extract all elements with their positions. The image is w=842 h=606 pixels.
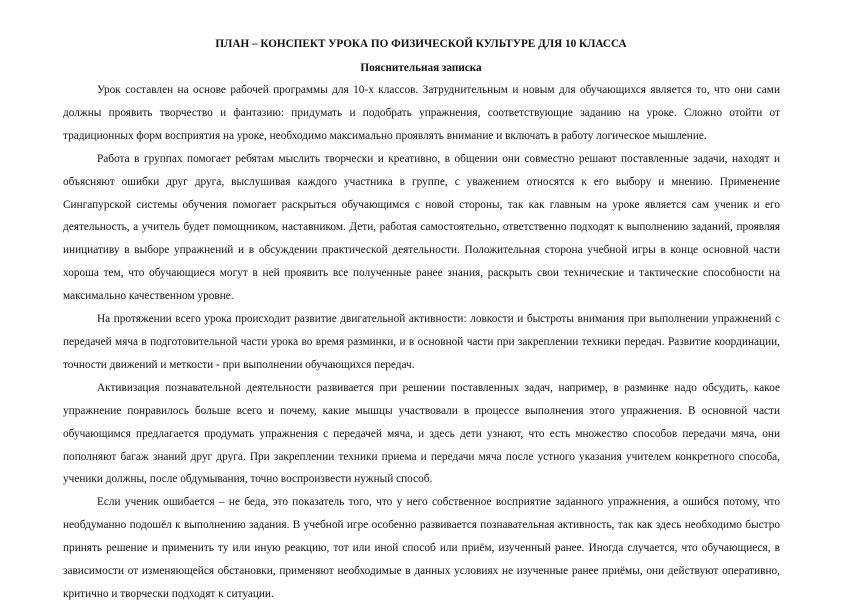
paragraph-3: На протяжении всего урока происходит развитие двигательной активности: ловкости и быстроты внимания при выполнении упражнений с передачей мяча в подготовительной части урока во время разминки, и в основной части при закреплении техники передач. Развитие координации, точности движений и меткости - при выполнении обучающихся передач. bbox=[63, 313, 780, 371]
paragraph-5: Если ученик ошибается – не беда, это показатель того, что у него собственное восприятие заданного упражнения, а ошибся потому, что необдуманно подошёл к выполнению задания. В учебной игре особенно развивается познавательная активность, так как здесь необходимо быстро принять решение и применить ту или иную реакцию, тот или иной способ или приём, изученный ранее. Иногда случается, что обучающиеся, в зависимости от изменяющейся обстановки, применяют необходимые в данных условиях не изученные ранее приёмы, они действуют оперативно, критично и творчески подходят к ситуации. bbox=[63, 496, 780, 600]
document-body bbox=[63, 79, 780, 606]
section-subtitle: Пояснительная записка bbox=[360, 62, 482, 74]
paragraph-2: Работа в группах помогает ребятам мыслить творчески и креативно, в общении они совместно решают поставленные задачи, находят и объясняют ошибки друг друга, выслушивая каждого участника в группе, с уважением относятся к его выбору и мнению. Применение Сингапурской системы обучения помогает раскрыться обучающимся с новой стороны, так как главным на уроке является сам ученик и его деятельность, а учитель будет помощником, наставником. Дети, работая самостоятельно, ответственно подходят к выполнению заданий, проявляя инициативу в выборе упражнений и в обсуждении практической деятельности. Положительная сторона учебной игры в конце основной части хороша тем, что обучающиеся могут в ней проявить все полученные ранее знания, раскрыть свои технические и тактические способности на максимально качественном уровне. bbox=[63, 152, 780, 303]
paragraph-1: Урок составлен на основе рабочей программы для 10-х классов. Затруднительным и новым для обучающихся является то, что они сами должны проявить творчество и фантазию: придумать и подобрать упражнения, соответствующие заданию на уроке. Сложно отойти от традиционных форм восприятия на уроке, необходимо максимально проявлять внимание и включать в работу логическое мышление. bbox=[63, 84, 780, 142]
paragraph-4: Активизация познавательной деятельности развивается при решении поставленных задач, например, в разминке надо обсудить, какое упражнение понравилось больше всего и почему, какие мышцы участвовали в процессе выполнения этого упражнения. В основной части обучающимся предлагается продумать упражнения с передачей мяча, и здесь дети узнают, что есть множество способов передачи мяча, они пополняют багаж знаний друг друга. При закреплении техники приема и передачи мяча после устного указания учителем конкретного способа, ученики должны, после обдумывания, точно воспроизвести нужный способ. bbox=[63, 381, 780, 486]
page-title: ПЛАН – КОНСПЕКТ УРОКА ПО ФИЗИЧЕСКОЙ КУЛЬТУРЕ ДЛЯ 10 КЛАССА bbox=[215, 38, 627, 50]
